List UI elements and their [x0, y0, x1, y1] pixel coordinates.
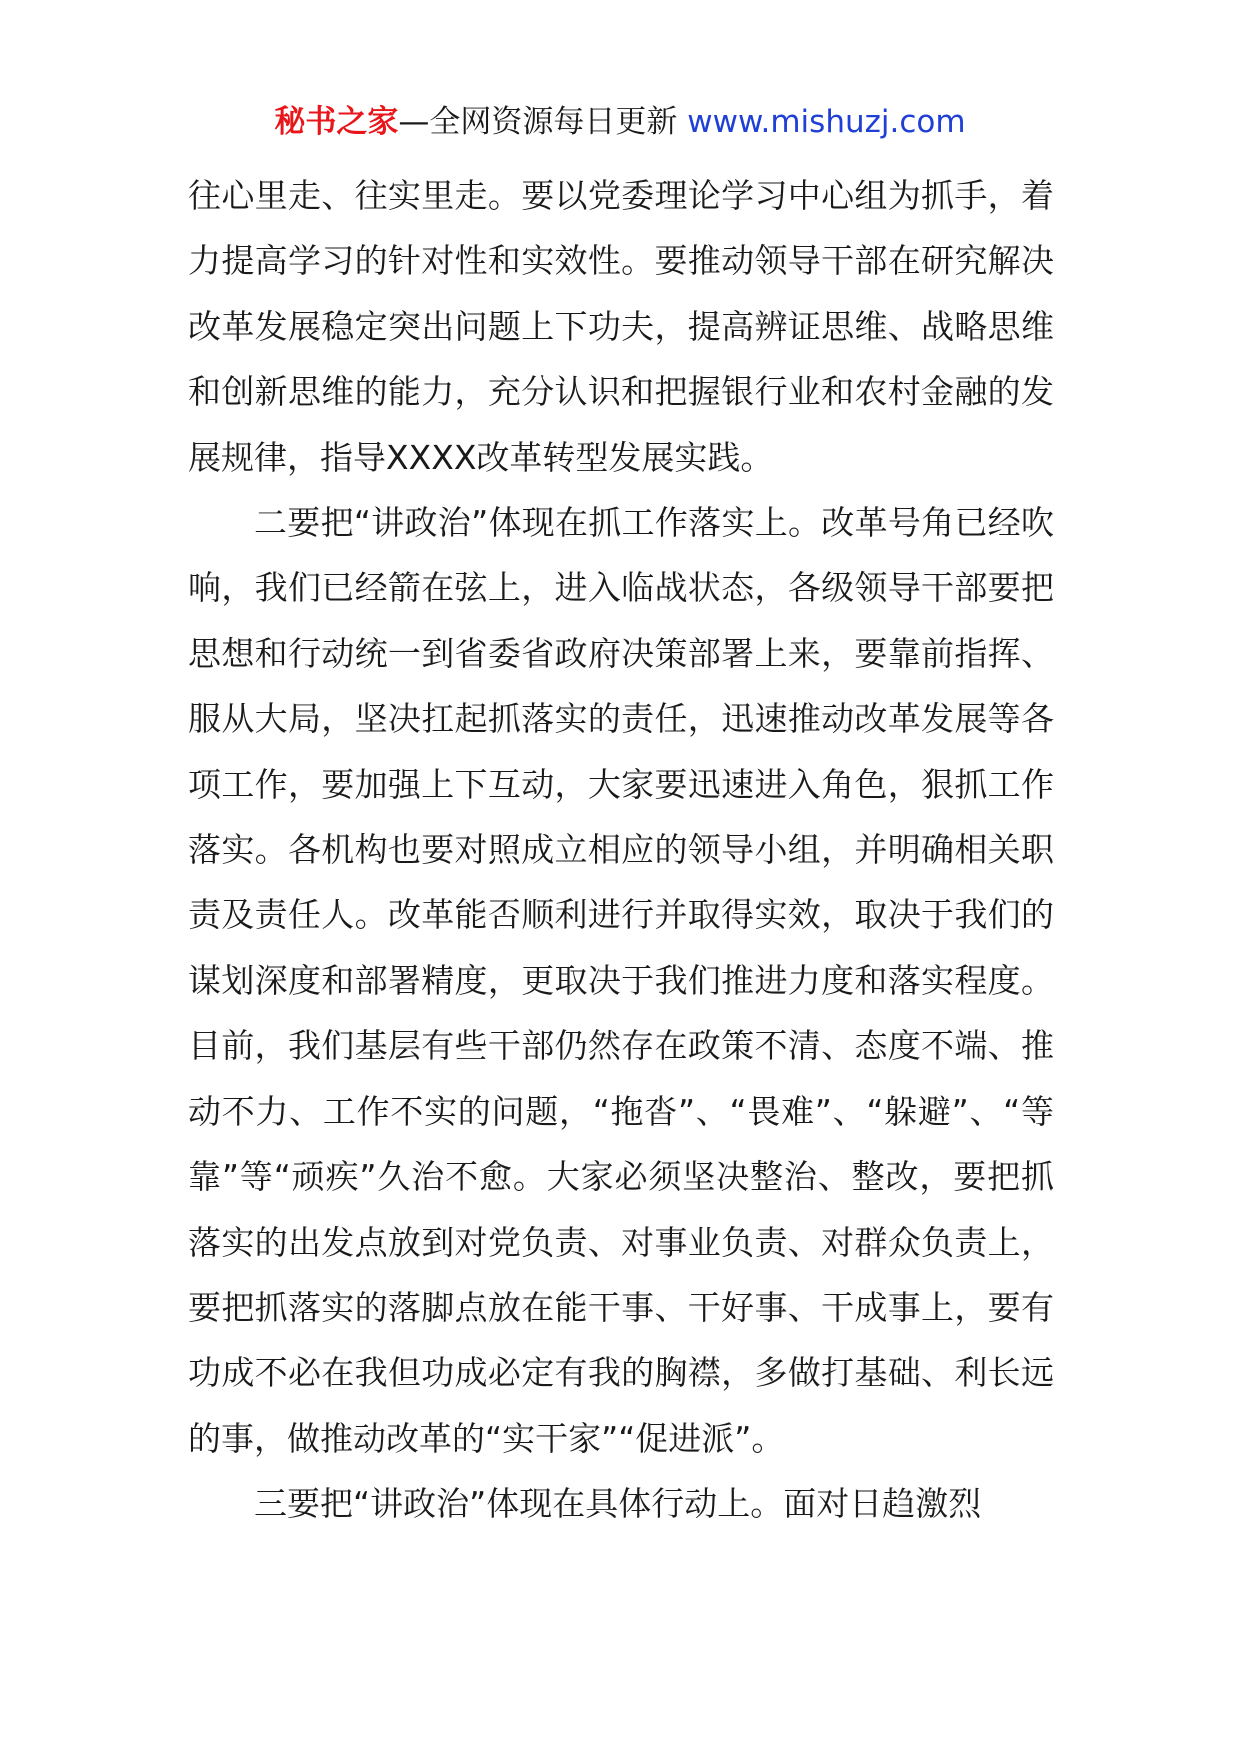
paragraph-two: 二要把“讲政治”体现在抓工作落实上。改革号角已经吹响，我们已经箭在弦上，进入临战状态，各级领导干部要把思想和行动统一到省委省政府决策部署上来，要靠前指挥、服从大局，坚决扛起抓落实的责任，迅速推动改革发展等各项工作，要加强上下互动，大家要迅速进入角色，狠抓工作落实。各机构也要对照成立相应的领导小组，并明确相关职责及责任人。改革能否顺利进行并取得实效，取决于我们的谋划深度和部署精度，更取决于我们推进力度和落实程度。目前，我们基层有些干部仍然存在政策不清、态度不端、推动不力、工作不实的问题，“拖沓”、“畏难”、“躲避”、“等靠”等“顽疾”久治不愈。大家必须坚决整治、整改，要把抓落实的出发点放到对党负责、对事业负责、对群众负责上，要把抓落实的落脚点放在能干事、干好事、干成事上，要有功成不必在我但功成必定有我的胸襟，多做打基础、利长远的事，做推动改革的“实干家”“促进派”。 — [188, 503, 1054, 1458]
site-watermark-header — [0, 100, 1240, 144]
site-url: www.mishuzj.com — [687, 104, 966, 140]
header-tagline: —全网资源每日更新 — [398, 104, 678, 140]
document-body — [188, 163, 1054, 1537]
brand-name: 秘书之家 — [274, 104, 399, 140]
paragraph-three: 三要把“讲政治”体现在具体行动上。面对日趋激烈 — [254, 1484, 982, 1524]
paragraph-continued: 往心里走、往实里走。要以党委理论学习中心组为抓手，着力提高学习的针对性和实效性。要推动领导干部在研究解决改革发展稳定突出问题上下功夫，提高辨证思维、战略思维和创新思维的能力，充分认识和把握银行业和农村金融的发展规律，指导XXXX改革转型发展实践。 — [188, 176, 1054, 477]
